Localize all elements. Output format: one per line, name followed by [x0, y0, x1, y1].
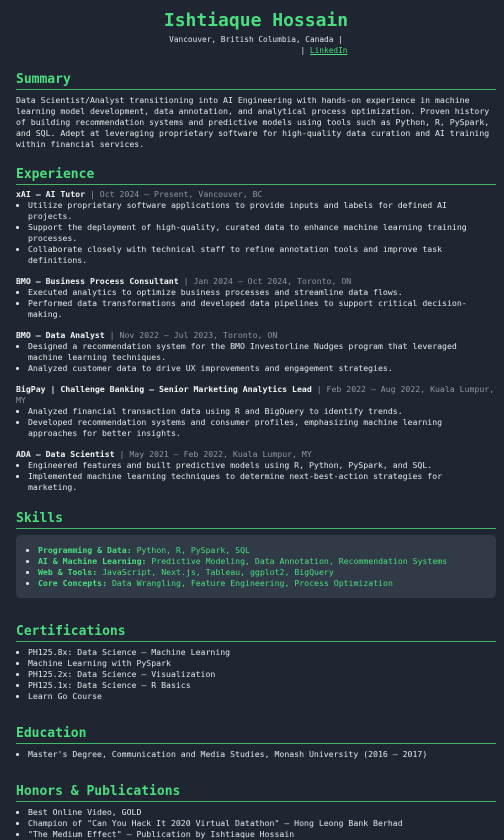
summary-text: Data Scientist/Analyst transitioning into AI Engineering with hands-on experience in machine learning model development, data annotation, and analytical process optimization. Proven history of building recommendation systems and predictive models using tools such as Python, R, PySpark, and SQL. Adept at leveraging proprietary software for high-quality data curation and AI training within financial services. [16, 95, 490, 149]
skill-category: Programming & Data: [38, 545, 132, 555]
job-header [16, 449, 496, 460]
skill-values: Data Wrangling, Feature Engineering, Process Optimization [107, 578, 393, 588]
job-entry [16, 384, 496, 439]
skills-card [16, 535, 496, 598]
experience-section [16, 167, 496, 493]
job-title: BMO – Data Analyst [16, 330, 105, 340]
job-header [16, 384, 496, 406]
job-bullet: • Support the deployment of high-quality, curated data to enhance machine learning training processes. [28, 222, 496, 244]
skill-item [38, 545, 488, 556]
certifications-section [16, 624, 496, 702]
job-meta: | Nov 2022 – Jul 2023, Toronto, ON [104, 330, 278, 340]
section-heading-certifications: Certifications [16, 624, 496, 642]
section-heading-education: Education [16, 726, 496, 744]
job-bullet: • Engineered features and built predictive models using R, Python, PySpark, and SQL. [28, 460, 496, 471]
job-header [16, 189, 496, 200]
section-heading-honors: Honors & Publications [16, 784, 496, 802]
section-heading-skills: Skills [16, 511, 496, 529]
section-heading-experience: Experience [16, 167, 496, 185]
summary-section [16, 72, 496, 150]
skill-values: Python, R, PySpark, SQL [131, 545, 250, 555]
skill-item [38, 556, 488, 567]
section-heading-summary: Summary [16, 72, 496, 90]
job-bullet: • Designed a recommendation system for the BMO Investorline Nudges program that leveraged machine learning techniques. [28, 341, 496, 363]
job-entry [16, 276, 496, 320]
job-header [16, 330, 496, 341]
contact-separator: | [300, 46, 306, 55]
certification-item: • Machine Learning with PySpark [28, 658, 496, 669]
job-entry [16, 330, 496, 374]
job-title: BigPay | Challenge Banking – Senior Marketing Analytics Lead [16, 384, 312, 394]
job-bullet: • Developed recommendation systems and consumer profiles, emphasizing machine learning approaches for better insights. [28, 417, 496, 439]
job-title: BMO – Business Process Consultant [16, 276, 179, 286]
job-bullet: • Executed analytics to optimize business processes and streamline data flows. [28, 287, 496, 298]
job-meta: | May 2021 – Feb 2022, Kuala Lumpur, MY [114, 449, 312, 459]
person-name: Ishtiaque Hossain [163, 10, 349, 31]
contact-info [16, 34, 496, 56]
certification-item: • PH125.2x: Data Science – Visualization [28, 669, 496, 680]
skill-item [38, 567, 488, 578]
education-section [16, 726, 496, 760]
job-entry [16, 449, 496, 493]
resume-header [16, 10, 496, 56]
job-meta: | Jan 2024 – Oct 2024, Toronto, ON [178, 276, 352, 286]
education-item: • Master's Degree, Communication and Media Studies, Monash University (2016 – 2017) [28, 749, 496, 760]
job-title: xAI – AI Tutor [16, 189, 86, 199]
skills-section [16, 511, 496, 598]
job-header [16, 276, 496, 287]
skill-values: Predictive Modeling, Data Annotation, Recommendation Systems [146, 556, 448, 566]
job-bullet: • Analyzed financial transaction data using R and BigQuery to identify trends. [28, 406, 496, 417]
linkedin-link[interactable]: LinkedIn [309, 46, 348, 55]
job-meta: | Feb 2022 – Aug 2022, Kuala Lumpur, MY [16, 384, 495, 405]
honor-item: • Best Online Video, GOLD [28, 807, 496, 818]
job-bullet: • Analyzed customer data to drive UX improvements and engagement strategies. [28, 363, 496, 374]
honor-item: • "The Medium Effect" – Publication by Ishtiaque Hossain [28, 829, 496, 840]
skill-category: AI & Machine Learning: [38, 556, 147, 566]
job-title: ADA – Data Scientist [16, 449, 115, 459]
job-bullet: • Collaborate closely with technical staff to refine annotation tools and improve task definitions. [28, 244, 496, 266]
certification-item: • Learn Go Course [28, 691, 496, 702]
job-entry [16, 189, 496, 266]
location-text: Vancouver, British Columbia, Canada | [169, 35, 343, 44]
skill-values: JavaScript, Next.js, Tableau, ggplot2, BigQuery [97, 567, 334, 577]
job-bullet: • Utilize proprietary software applications to provide inputs and labels for defined AI projects. [28, 200, 496, 222]
honor-item: • Champion of "Can You Hack It 2020 Virtual Datathon" – Hong Leong Bank Berhad [28, 818, 496, 829]
skill-category: Web & Tools: [38, 567, 98, 577]
certification-item: • PH125.1x: Data Science – R Basics [28, 680, 496, 691]
skill-item [38, 578, 488, 589]
job-bullet: • Implemented machine learning techniques to determine next-best-action strategies for marketing. [28, 471, 496, 493]
job-bullet: • Performed data transformations and developed data pipelines to support critical decision-making. [28, 298, 496, 320]
skill-category: Core Concepts: [38, 578, 108, 588]
job-meta: | Oct 2024 – Present, Vancouver, BC [85, 189, 263, 199]
certification-item: • PH125.8x: Data Science – Machine Learning [28, 647, 496, 658]
honors-section [16, 784, 496, 840]
